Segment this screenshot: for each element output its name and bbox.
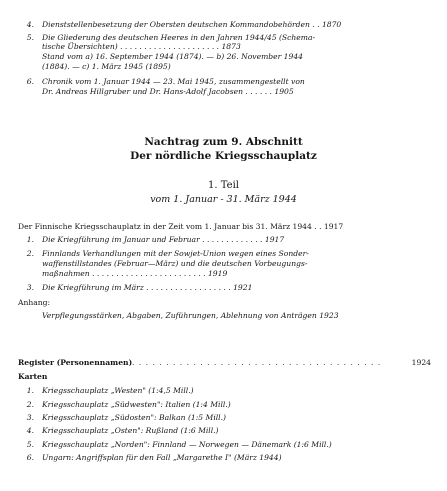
entry-number: 2. [26,249,34,258]
chapter-heading: Der Finnische Kriegsschauplatz in der Zeit vom 1. Januar bis 31. März 1944 . . 1917 [18,222,344,231]
map-title: Kriegsschauplatz „Südwesten": Italien (1:4 Mill.) [42,400,231,409]
register-page-number: 1924 [411,358,431,367]
section-subtitle: Der nördliche Kriegsschauplatz [130,150,317,162]
entry-text: Die Gliederung des deutschen Heeres in den Jahren 1944/45 (Schema- [42,33,316,42]
map-number: 6. [26,453,34,462]
map-title: Kriegsschauplatz „Osten": Rußland (1:6 Mill.) [42,426,219,435]
map-title: Ungarn: Angriffsplan für den Fall „Margarethe I" (März 1944) [42,453,282,462]
entry-text: maßnahmen . . . . . . . . . . . . . . . . . . . . . . . . 1919 [42,269,228,278]
entry-text: Finnlands Verhandlungen mit der Sowjet-Union wegen eines Sonder- [42,249,309,258]
map-title: Kriegsschauplatz „Westen" (1:4,5 Mill.) [42,386,194,395]
entry-text: Dienststellenbesetzung der Obersten deutschen Kommandobehörden . . 1870 [42,20,342,29]
entry-number: 4. [26,20,34,29]
entry-text: tische Übersichten) . . . . . . . . . . . . . . . . . . . . . 1873 [42,42,241,51]
annex-text: Verpflegungsstärken, Abgaben, Zuführungen, Ablehnung von Anträgen 1923 [42,311,339,320]
map-number: 4. [26,426,34,435]
part-date-range: vom 1. Januar - 31. März 1944 [150,194,297,205]
entry-number: 1. [26,235,34,244]
maps-label: Karten [18,372,48,381]
entry-text: Dr. Andreas Hillgruber und Dr. Hans-Adolf Jacobsen . . . . . . 1905 [42,87,294,96]
register-label: Register (Personennamen) [18,358,133,367]
map-title: Kriegsschauplatz „Norden": Finnland — Norwegen — Dänemark (1:6 Mill.) [42,440,332,449]
part-heading: 1. Teil [208,180,239,191]
entry-number: 6. [26,77,34,86]
entry-text: (1884). — c) 1. März 1945 (1895) [42,62,171,71]
entry-text: Die Kriegführung im März . . . . . . . . . . . . . . . . . . 1921 [42,283,253,292]
entry-number: 3. [26,283,34,292]
entry-text: Stand vom a) 16. September 1944 (1874). — b) 26. November 1944 [42,52,303,61]
register-leader-dots: . . . . . . . . . . . . . . . . . . . . . . . . . . . . . . . . . . . . . [132,358,382,367]
entry-text: waffenstillstandes (Februar—März) und die deutschen Vorbeugungs- [42,259,308,268]
annex-label: Anhang: [18,298,51,307]
map-number: 1. [26,386,34,395]
map-number: 2. [26,400,34,409]
map-title: Kriegsschauplatz „Südosten": Balkan (1:5 Mill.) [42,413,226,422]
section-title: Nachtrag zum 9. Abschnitt [144,136,303,148]
entry-text: Chronik vom 1. Januar 1944 — 23. Mai 1945, zusammengestellt von [42,77,305,86]
entry-text: Die Kriegführung im Januar und Februar . . . . . . . . . . . . . 1917 [42,235,285,244]
map-number: 5. [26,440,34,449]
entry-number: 5. [26,33,34,42]
map-number: 3. [26,413,34,422]
